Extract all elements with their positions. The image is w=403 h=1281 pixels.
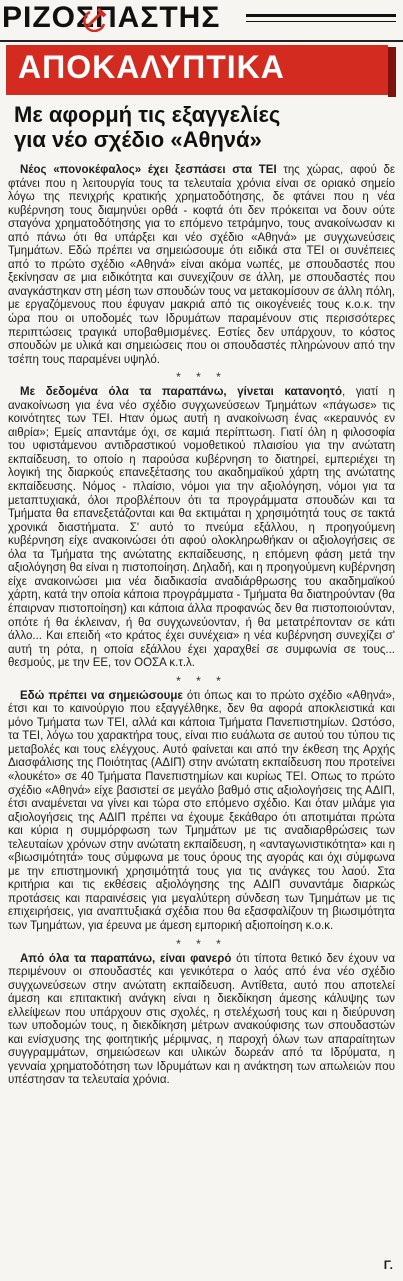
headline-line-1: Με αφορμή τις εξαγγελίες xyxy=(14,102,281,127)
paragraph-3-lead: Εδώ πρέπει να σημειώσουμε xyxy=(20,689,183,702)
paragraph-4 xyxy=(8,953,395,1088)
banner-shadow xyxy=(388,47,396,97)
author-signoff: Γ. xyxy=(383,1258,393,1272)
section-banner xyxy=(6,45,388,95)
paragraph-2-text: , γιατί η ανακοίνωση για ένα νέο σχέδιο συγχωνεύσεων Τμημάτων «πάγωσε» τις κοινότητες των ΤΕΙ. Ηταν όμως αυτή η ανακοίνωση ένας «κεραυνός εν αιθρία»; Εμείς απαντάμε όχι, σε καμιά περίπτωση. Γιατί όλη η φιλοσοφία του υφιστάμενου αντιδραστικού νομοθετικού πλαισίου για την ανώτατη εκπαίδευση, το οποίο η παρούσα κυβέρνηση το διατηρεί, εμπεριέχει τη λογική της διαρκούς επανεξέτασης του ακαδημαϊκού χάρτη της ανώτατης εκπαίδευσης. Νόμος - πλαίσιο, νόμοι για την αξιολόγηση, νόμοι για τα μεταπτυχιακά, όλοι προβλέπουν ότι τα προγράμματα σπουδών και τα Τμήματα θα επανεξετάζονται και θα εκτιμάται η χρησιμότητά τους σε τακτά χρονικά διαστήματα. Σ' αυτό το πνεύμα εξάλλου, η προηγούμενη κυβέρνηση είχε ανακοινώσει ότι αφού ολοκληρωθήκαν οι αξιολογήσεις σε όλα τα Τμήματα της ανώτατης εκπαίδευσης, η επόμενη φάση μετά την αξιολόγηση θα είναι η πιστοποίηση. Δηλαδή, και η προηγούμενη κυβέρνηση είχε ανακοινώσει μια νέα διαδικασία αναδιάρθρωσης του ακαδημαϊκού χάρτη, κατά την οποία κάποια προγράμματα - Τμήματα θα διατηρούνταν (θα έπαιρναν πιστοποίηση) και κάποια άλλα προφανώς δεν θα πιστοποιούνταν, οπότε ή θα έκλειναν, ή θα συγχωνεύονταν, ή θα μετατρέπονταν σε κάτι άλλο... Και επειδή «το κράτος έχει συνέχεια» η νέα κυβέρνηση συνεχίζει σ' αυτή τη ρότα, η οποία εξάλλου έχει χαραχθεί σε συμφωνία σε τους... θεσμούς, με την ΕΕ, τον ΟΟΣΑ κ.τ.λ. xyxy=(8,386,395,670)
masthead-title: ΡΙΖΟΣΠΑΣΤΗΣ xyxy=(2,1,221,34)
paragraph-3-text: ότι όπως και το πρώτο σχέδιο «Αθηνά», έτσι και το καινούργιο που εξαγγέλθηκε, δεν θα αφορά αποκλειστικά και μόνο Τμήματα των ΤΕΙ, αλλά και κάποια Τμήματα Πανεπιστημίων. Ωστόσο, τα ΤΕΙ, λόγω του χαρακτήρα τους, είναι πιο ευάλωτα σε αυτού του τύπου τις μεταβολές και τους ελέγχους. Αυτό φαίνεται και από την έκθεση της Αρχής Διασφάλισης της Ποιότητας (ΑΔΙΠ) στην ανώτατη εκπαίδευση που προτείνει «λουκέτο» σε 40 Τμήματα Πανεπιστημίων και κυρίως ΤΕΙ. Οπως το πρώτο σχέδιο «Αθηνά» είχε βασιστεί σε μεγάλο βαθμό στις αξιολογήσεις της ΑΔΙΠ, έτσι αναμένεται να γίνει και τώρα στο επόμενο σχέδιο. Και όταν μιλάμε για αξιολογήσεις της ΑΔΙΠ πρέπει να έχουμε ξεκάθαρο ότι αποτιμάται πρώτα και κύρια η συμμόρφωση των Τμημάτων με τις αναδιαρθρώσεις των τελευταίων χρόνων στην ανώτατη εκπαίδευση, η «ανταγωνιστικότητα» και η «βιωσιμότητά» τους σύμφωνα με τους όρους της αγοράς και όχι σύμφωνα με την επιστημονική χρησιμότητά τους για τις ανάγκες του λαού. Στα κριτήρια και τις εκθέσεις αξιολόγησης της ΑΔΙΠ συναντάμε διαρκώς προτάσεις και παραινέσεις για μεγαλύτερη σύνδεση των Τμημάτων με τις επιχειρήσεις, για αναπτυξιακά σχέδια που θα εξασφαλίζουν τη βιωσιμότητα των Τμημάτων, για έρευνα με άμεση εμπορική αξιοποίηση κ.ο.κ. xyxy=(8,689,395,932)
hammer-sickle-icon xyxy=(82,4,110,32)
headline-line-2: για νέο σχέδιο «Αθηνά» xyxy=(14,127,262,152)
paragraph-4-text: ότι τίποτα θετικό δεν έχουν να περιμένουν οι σπουδαστές και γενικότερα ο λαός από ένα νέο σχέδιο συγχωνεύσεων στην ανώτατη εκπαίδευση. Αντίθετα, αυτό που αποτελεί άμεση και επιτακτική ανάγκη είναι η διεκδίκηση άμεσης κάλυψης των ελλείψεων που υπάρχουν στις σχολές, η στελέχωσή τους και η διεύρυνση των υποδομών τους, η διεκδίκηση μέτρων ανακούφισης των σπουδαστών και ενίσχυσης της φοιτητικής μέριμνας, η παροχή όλων των απαραίτητων συγγραμμάτων, σημειώσεων και υλικών δωρεάν από τα Ιδρύματα, η γενναία χρηματοδότηση των Ιδρυμάτων και η ανάκτηση των απωλειών που υπέστησαν τα τελευταία χρόνια. xyxy=(8,952,395,1087)
section-label: ΑΠΟΚΑΛΥΠΤΙΚΑ xyxy=(18,49,285,85)
section-divider-stars: * * * xyxy=(176,370,227,385)
section-divider-stars: * * * xyxy=(176,936,227,951)
paragraph-4-lead: Από όλα τα παραπάνω, είναι φανερό xyxy=(20,952,232,965)
masthead xyxy=(0,0,403,42)
paragraph-2 xyxy=(8,386,395,670)
article-body xyxy=(8,164,395,1088)
article-headline xyxy=(14,102,394,152)
paragraph-3 xyxy=(8,690,395,934)
paragraph-1 xyxy=(8,164,395,367)
paragraph-1-lead: Νέος «πονοκέφαλος» έχει ξεσπάσει στα ΤΕΙ xyxy=(20,164,277,176)
section-divider-stars: * * * xyxy=(176,673,227,688)
masthead-rule-thin xyxy=(246,21,396,22)
masthead-rule xyxy=(246,14,396,17)
paragraph-1-text: της χώρας, αφού δε φτάνει που η λειτουργία τους τα τελευταία χρόνια είναι σε οριακό σημείο λόγω της πενιχρής κρατικής χρηματοδότησης, δε φτάνει που η νέα κυβέρνηση τους διαμηνύει ορθά - κοφτά ότι δεν πρόκειται να δουν ούτε σταγόνα χρηματοδότησης για το επόμενο τετράμηνο, τους ανακοίνωσαν κι από πάνω ότι θα υπάρξει και νέο σχέδιο «Αθηνά» με συγχωνεύσεις Τμημάτων. Εδώ πρέπει να σημειώσουμε ότι ειδικά στα ΤΕΙ οι συνέπειες από το πρώτο σχέδιο «Αθηνά» είναι ακόμα νωπές, με σπουδαστές που ξεκίνησαν σε μια ειδικότητα και συνεχίζουν σε άλλη, με σπουδαστές που αναγκάστηκαν στη μέση των σπουδών τους να μετακομίσουν σε άλλη πόλη, με εργαζόμενους που έφυγαν μακριά από τις οικογένειές τους κ.ο.κ. την ώρα που οι υποδομές των Ιδρυμάτων παραμένουν στις περισσότερες περιπτώσεις τραγικά υποβαθμισμένες. Εστίες δεν υπάρχουν, το κόστος σπουδών με υλικά και σημειώσεις που οι σπουδαστές πληρώνουν από την τσέπη τους παραμένει υψηλό. xyxy=(8,164,395,366)
paragraph-2-lead: Με δεδομένα όλα τα παραπάνω, γίνεται κατανοητό xyxy=(20,386,343,399)
